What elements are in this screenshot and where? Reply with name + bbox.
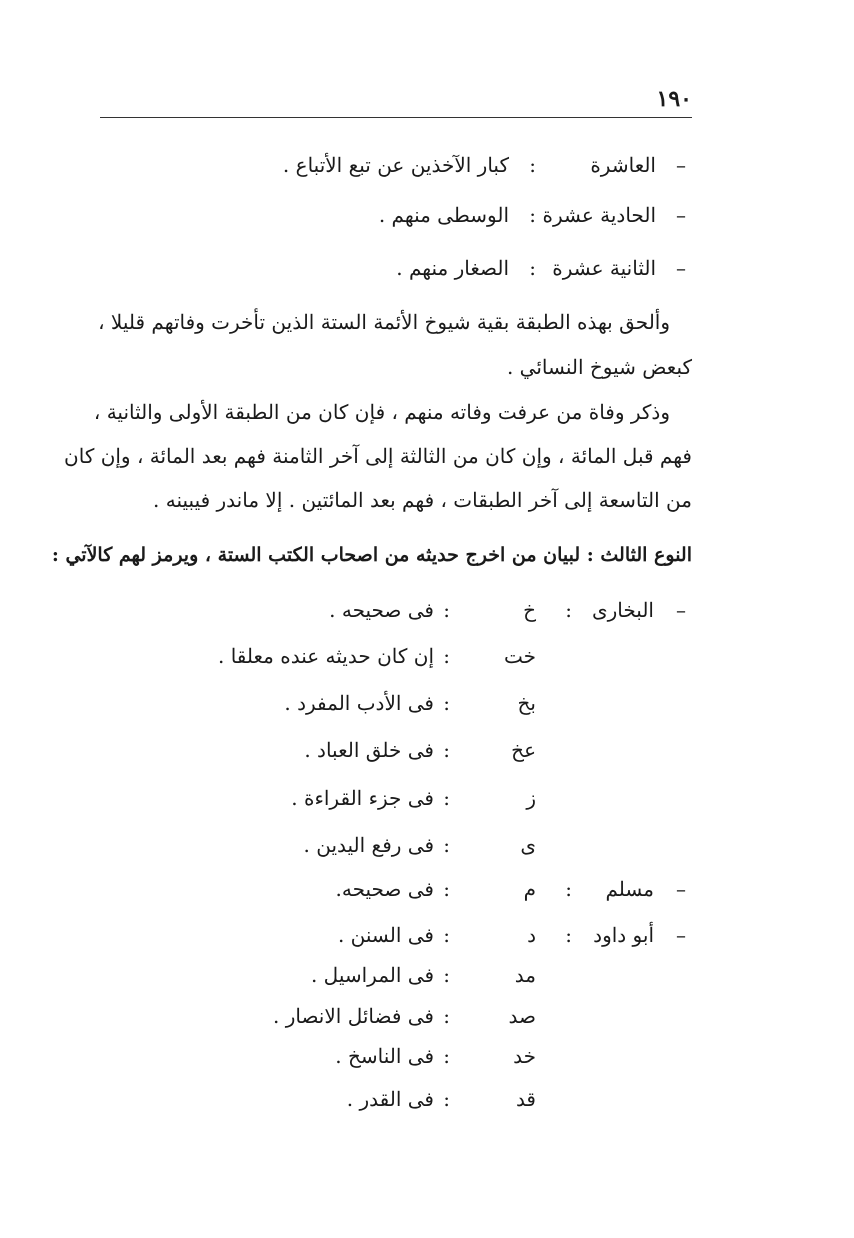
symbol-code: خت xyxy=(503,644,536,668)
symbol-desc: فى خلق العباد . xyxy=(304,738,434,762)
symbol-code: خد xyxy=(513,1044,536,1068)
symbol-code: ز xyxy=(526,786,536,810)
separator-colon: : xyxy=(443,963,450,987)
separator-colon: : xyxy=(443,786,450,810)
separator-colon: : xyxy=(529,153,536,177)
imam-name: أبو داود xyxy=(593,923,654,947)
symbol-code: م xyxy=(523,877,536,901)
symbol-desc: فى القدر . xyxy=(346,1087,434,1111)
symbol-desc: إن كان حديثه عنده معلقا . xyxy=(217,644,434,668)
imam-name: البخارى xyxy=(591,598,654,622)
tabaqa-name: العاشرة xyxy=(590,153,656,177)
separator-colon: : xyxy=(443,738,450,762)
separator-colon: : xyxy=(443,833,450,857)
symbol-code: قد xyxy=(515,1087,536,1111)
symbol-desc: فى الأدب المفرد . xyxy=(284,691,434,715)
list-dash: – xyxy=(676,256,686,280)
paragraph-line: فهم قبل المائة ، وإن كان من الثالثة إلى آخر الثامنة فهم بعد المائة ، وإن كان xyxy=(64,444,692,468)
separator-colon: : xyxy=(443,644,450,668)
paragraph-line: وذكر وفاة من عرفت وفاته منهم ، فإن كان من الطبقة الأولى والثانية ، xyxy=(93,400,670,424)
paragraph-line: وألحق بهذه الطبقة بقية شيوخ الأئمة الستة الذين تأخرت وفاتهم قليلا ، xyxy=(98,310,670,334)
separator-colon: : xyxy=(565,598,572,622)
list-dash: – xyxy=(676,598,686,622)
symbol-code: عخ xyxy=(511,738,536,762)
symbol-desc: فى رفع اليدين . xyxy=(303,833,434,857)
symbol-code: خ xyxy=(523,598,536,622)
paragraph-line: كبعض شيوخ النسائي . xyxy=(506,355,692,379)
tabaqa-name: الحادية عشرة xyxy=(542,203,656,227)
separator-colon: : xyxy=(443,1044,450,1068)
separator-colon: : xyxy=(529,203,536,227)
separator-colon: : xyxy=(443,598,450,622)
symbol-desc: فى فضائل الانصار . xyxy=(273,1004,434,1028)
tabaqa-name: الثانية عشرة xyxy=(552,256,656,280)
separator-colon: : xyxy=(565,877,572,901)
symbol-code: د xyxy=(527,923,536,947)
symbol-desc: فى صحيحه. xyxy=(335,877,434,901)
symbol-code: مد xyxy=(514,963,536,987)
symbol-desc: فى جزء القراءة . xyxy=(291,786,434,810)
paragraph-line: من التاسعة إلى آخر الطبقات ، فهم بعد المائتين . إلا ماندر فيبينه . xyxy=(153,488,692,512)
separator-colon: : xyxy=(565,923,572,947)
symbol-desc: فى السنن . xyxy=(337,923,434,947)
list-dash: – xyxy=(676,153,686,177)
tabaqa-desc: الصغار منهم . xyxy=(396,256,509,280)
separator-colon: : xyxy=(443,877,450,901)
list-dash: – xyxy=(676,923,686,947)
list-dash: – xyxy=(676,877,686,901)
symbol-code: ى xyxy=(520,833,536,857)
tabaqa-desc: الوسطى منهم . xyxy=(378,203,509,227)
symbol-desc: فى الناسخ . xyxy=(335,1044,434,1068)
separator-colon: : xyxy=(443,691,450,715)
separator-colon: : xyxy=(443,1087,450,1111)
imam-name: مسلم xyxy=(605,877,654,901)
symbol-desc: فى صحيحه . xyxy=(329,598,434,622)
separator-colon: : xyxy=(443,923,450,947)
separator-colon: : xyxy=(529,256,536,280)
tabaqa-desc: كبار الآخذين عن تبع الأتباع . xyxy=(282,153,509,177)
section-heading: النوع الثالث : لبيان من اخرج حديثه من اصحاب الكتب الستة ، ويرمز لهم كالآتي : xyxy=(51,544,692,566)
symbol-desc: فى المراسيل . xyxy=(310,963,434,987)
symbol-code: صد xyxy=(508,1004,536,1028)
separator-colon: : xyxy=(443,1004,450,1028)
list-dash: – xyxy=(676,203,686,227)
page-number: ١٩٠ xyxy=(656,86,692,112)
symbol-code: بخ xyxy=(517,691,536,715)
header-rule xyxy=(100,117,692,118)
